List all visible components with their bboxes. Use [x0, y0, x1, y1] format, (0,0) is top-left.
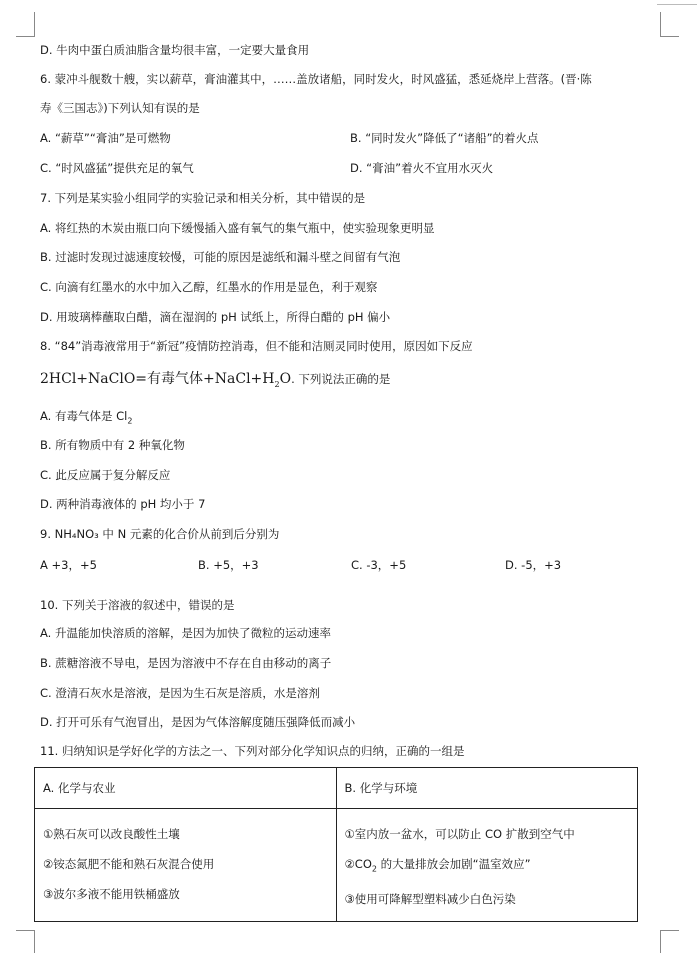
- q11-knowledge-table: [34, 767, 638, 922]
- page-corner-edge: [657, 0, 697, 5]
- table-a-item-1: ①熟石灰可以改良酸性土壤: [43, 827, 180, 841]
- q8-option-b: B. 所有物质中有 2 种氧化物: [40, 438, 185, 452]
- q10-option-c: C. 澄清石灰水是溶液，是因为生石灰是溶质，水是溶剂: [40, 686, 320, 700]
- q9-option-b: B. +5，+3: [198, 558, 259, 572]
- table-b-item-2-suffix: 的大量排放会加剧“温室效应”: [377, 857, 531, 871]
- q8-option-c: C. 此反应属于复分解反应: [40, 468, 171, 482]
- q7-option-d: D. 用玻璃棒蘸取白醋，滴在湿润的 pH 试纸上，所得白醋的 pH 偏小: [40, 310, 391, 324]
- q8-equation-subscript: 2: [274, 379, 280, 389]
- table-b-item-3: ③使用可降解型塑料减少白色污染: [344, 892, 516, 907]
- q7-option-a: A. 将红热的木炭由瓶口向下缓慢插入盛有氧气的集气瓶中，使实验现象更明显: [40, 221, 435, 235]
- q8-stem: 8. “84”消毒液常用于“新冠”疫情防控消毒，但不能和洁厕灵同时使用，原因如下反应: [40, 339, 473, 353]
- q6-option-c: C. “时风盛猛”提供充足的氧气: [40, 161, 194, 175]
- q8-equation-tail: . 下列说法正确的是: [291, 372, 391, 386]
- table-cell-b-head: B. 化学与环境: [336, 768, 638, 809]
- q9-option-a: A +3，+5: [40, 558, 97, 572]
- q8-option-a-subscript: 2: [127, 416, 133, 426]
- table-b-item-1: ①室内放一盆水，可以防止 CO 扩散到空气中: [344, 827, 575, 841]
- q8-option-d: D. 两种消毒液体的 pH 均小于 7: [40, 497, 206, 511]
- crop-mark-bottom-right: [660, 930, 679, 953]
- table-b-item-2: [345, 849, 638, 884]
- table-b-item-2-prefix: ②CO: [344, 857, 372, 871]
- crop-mark-top-right: [660, 12, 679, 37]
- q10-option-a: A. 升温能加快溶质的溶解，是因为加快了微粒的运动速率: [40, 626, 331, 640]
- q10-stem: 10. 下列关于溶液的叙述中，错误的是: [40, 598, 235, 612]
- table-b-item-2-subscript: 2: [371, 864, 377, 874]
- q6-option-a: A. “薪草”“膏油”是可燃物: [40, 131, 171, 145]
- q6-stem-line1: 6. 蒙冲斗舰数十艘，实以薪草，膏油灌其中，……盖放诸船，同时发火，时风盛猛，悉延烧岸上营落。(晋·陈: [40, 72, 592, 86]
- q9-option-d: D. -5，+3: [505, 558, 562, 572]
- q6-option-d: D. “膏油”着火不宜用水灭火: [350, 161, 494, 175]
- q7-option-b: B. 过滤时发现过滤速度较慢，可能的原因是滤纸和漏斗壁之间留有气泡: [40, 250, 401, 264]
- q10-option-d: D. 打开可乐有气泡冒出，是因为气体溶解度随压强降低而减小: [40, 715, 356, 729]
- table-cell-a-head: A. 化学与农业: [35, 768, 337, 809]
- q8-option-a-text: A. 有毒气体是 Cl: [40, 409, 128, 423]
- q8-equation: [40, 371, 390, 393]
- q6-option-b: B. “同时发火”降低了“诸船”的着火点: [350, 131, 539, 145]
- q10-option-b: B. 蔗糖溶液不导电，是因为溶液中不存在自由移动的离子: [40, 656, 332, 670]
- q7-option-c: C. 向滴有红墨水的水中加入乙醇，红墨水的作用是显色，利于观察: [40, 280, 378, 294]
- q9-option-c: C. -3，+5: [351, 558, 407, 572]
- q6-stem-line2: 寿《三国志》)下列认知有误的是: [40, 101, 200, 115]
- q5-option-d: D. 牛肉中蛋白质油脂含量均很丰富，一定要大量食用: [40, 43, 310, 57]
- crop-mark-top-left: [16, 12, 35, 37]
- table-a-item-2: ②铵态氮肥不能和熟石灰混合使用: [43, 857, 215, 871]
- q11-stem: 11. 归纳知识是学好化学的方法之一、下列对部分化学知识点的归纳，正确的一组是: [40, 744, 465, 758]
- table-a-item-3: ③波尔多液不能用铁桶盛放: [43, 887, 180, 901]
- q8-equation-o: O: [279, 371, 292, 387]
- q8-equation-left: 2HCl+NaClO=有毒气体+NaCl+H: [40, 371, 275, 387]
- table-cell-a-body: [35, 809, 337, 922]
- table-cell-b-body: [336, 809, 638, 922]
- q9-stem: 9. NH₄NO₃ 中 N 元素的化合价从前到后分别为: [40, 527, 280, 541]
- q8-option-a: [40, 408, 132, 429]
- q7-stem: 7. 下列是某实验小组同学的实验记录和相关分析，其中错误的是: [40, 191, 366, 205]
- crop-mark-bottom-left: [16, 930, 35, 953]
